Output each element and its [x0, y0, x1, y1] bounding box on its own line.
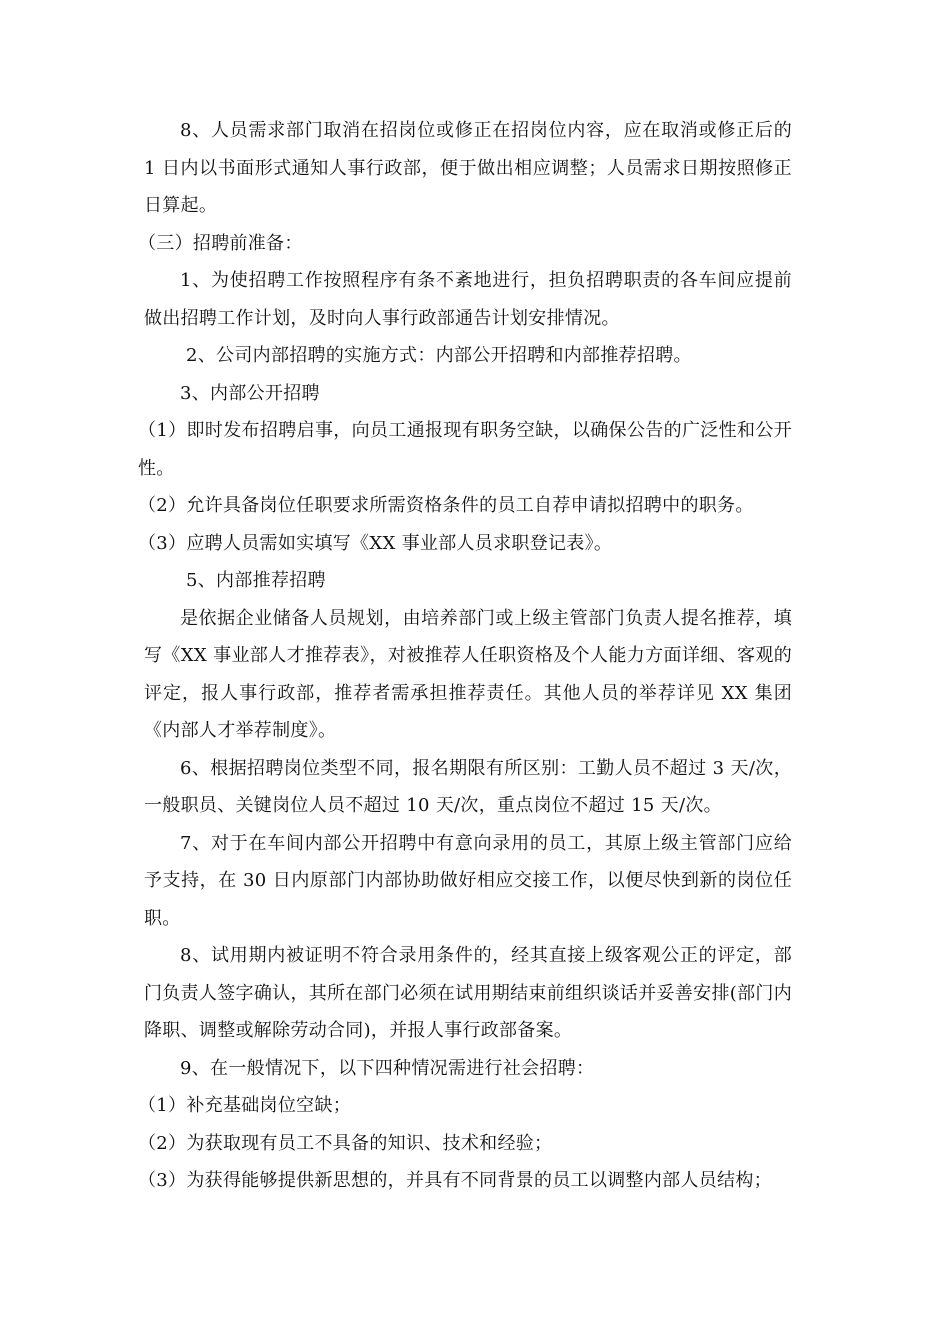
- paragraph-item-9-social-recruitment: 9、在一般情况下，以下四种情况需进行社会招聘：: [180, 1057, 595, 1079]
- paragraph-subitem-2-self-recommend: （2）允许具备岗位任职要求所需资格条件的员工自荐申请拟招聘中的职务。: [138, 495, 754, 516]
- paragraph-item-8-probation: 8、试用期内被证明不符合录用条件的，经其直接上级客观公正的评定，部门负责人签字确认，其所在部门必须在试用期结束前组织谈话并妥善安排(部门内降职、调整或解除劳动合同)，并报人事行政部备案。: [144, 945, 792, 1041]
- paragraph-subitem-3-new-ideas: （3）为获得能够提供新思想的，并具有不同背景的员工以调整内部人员结构；: [138, 1170, 772, 1191]
- paragraph-subitem-1-publish-notice: （1）即时发布招聘启事，向员工通报现有职务空缺，以确保公告的广泛性和公开性。: [138, 420, 792, 479]
- paragraph-item-5-internal-referral: 5、内部推荐招聘: [186, 570, 326, 591]
- section-heading-recruitment-preparation: （三）招聘前准备：: [138, 232, 303, 254]
- paragraph-subitem-1-basic-positions: （1）补充基础岗位空缺；: [138, 1095, 352, 1116]
- paragraph-item-6-registration-period: 6、根据招聘岗位类型不同，报名期限有所区别：工勤人员不超过 3 天/次，一般职员、关键岗位人员不超过 10 天/次，重点岗位不超过 15 天/次。: [144, 757, 792, 816]
- paragraph-subitem-3-registration-form: （3）应聘人员需如实填写《XX 事业部人员求职登记表》。: [138, 532, 613, 554]
- paragraph-item-2-internal-methods: 2、公司内部招聘的实施方式：内部公开招聘和内部推荐招聘。: [186, 345, 692, 366]
- paragraph-item-8-cancel-position: 8、人员需求部门取消在招岗位或修正在招岗位内容，应在取消或修正后的 1 日内以书面形式通知人事行政部，便于做出相应调整；人员需求日期按照修正日算起。: [144, 120, 792, 216]
- paragraph-item-7-handover: 7、对于在车间内部公开招聘中有意向录用的员工，其原上级主管部门应给予支持，在 30 日内原部门内部协助做好相应交接工作，以便尽快到新的岗位任职。: [144, 832, 792, 929]
- paragraph-subitem-2-new-knowledge: （2）为获取现有员工不具备的知识、技术和经验；: [138, 1132, 553, 1154]
- paragraph-item-1-recruitment-plan: 1、为使招聘工作按照程序有条不紊地进行，担负招聘职责的各车间应提前做出招聘工作计划，及时向人事行政部通告计划安排情况。: [144, 270, 792, 329]
- paragraph-referral-description: 是依据企业储备人员规划，由培养部门或上级主管部门负责人提名推荐，填写《XX 事业部人才推荐表》，对被推荐人任职资格及个人能力方面详细、客观的评定，报人事行政部，推荐者需承担推荐责任。其他人员的举荐详见 XX 集团《内部人才举荐制度》。: [144, 607, 792, 741]
- document-body: [138, 112, 792, 1200]
- paragraph-item-3-internal-open-recruitment: 3、内部公开招聘: [180, 382, 320, 404]
